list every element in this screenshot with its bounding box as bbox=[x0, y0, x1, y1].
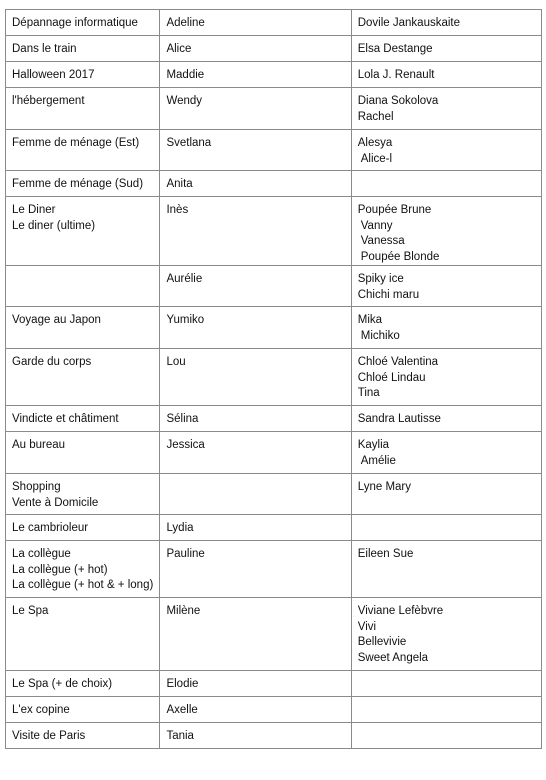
cell-text-line: Vindicte et châtiment bbox=[12, 413, 119, 425]
cell-text-line: Spiky ice bbox=[357, 273, 404, 285]
cell-text-line: Halloween 2017 bbox=[12, 69, 95, 81]
cell-text-line: Le Spa bbox=[12, 605, 49, 617]
cell-text-line: Le cambrioleur bbox=[12, 522, 89, 534]
cell-text-line: Bellevivie bbox=[357, 636, 407, 648]
character-cell bbox=[160, 266, 351, 307]
table-row bbox=[6, 307, 542, 349]
cell-text-line: Femme de ménage (Est) bbox=[12, 137, 140, 149]
cell-text-line: Wendy bbox=[166, 95, 203, 107]
character-cell bbox=[160, 88, 351, 130]
cell-text-line: Rachel bbox=[357, 110, 394, 123]
character-cell bbox=[160, 406, 351, 432]
performer-cell bbox=[351, 432, 541, 474]
character-cell bbox=[160, 130, 351, 171]
table-row bbox=[6, 598, 542, 671]
scenario-cell bbox=[6, 266, 160, 307]
cell-text-line: Vanessa bbox=[360, 235, 405, 247]
cell-text-line: Lyne Mary bbox=[357, 481, 411, 493]
cell-text-line: Yumiko bbox=[166, 314, 205, 326]
performer-cell bbox=[351, 266, 541, 307]
performer-cell bbox=[351, 406, 541, 432]
table-row bbox=[6, 88, 542, 130]
cell-text-line: Poupée Brune bbox=[357, 204, 432, 216]
table-row bbox=[6, 197, 542, 266]
character-cell bbox=[160, 349, 351, 406]
cell-text-line: Femme de ménage (Sud) bbox=[12, 178, 144, 190]
character-cell bbox=[160, 171, 351, 197]
character-cell bbox=[160, 307, 351, 349]
table-row bbox=[6, 541, 542, 598]
scenario-cell bbox=[6, 62, 160, 88]
cell-text-line: Alesya bbox=[357, 137, 393, 149]
cell-text-line: Jessica bbox=[166, 439, 205, 451]
cell-text-line: Diana Sokolova bbox=[357, 95, 439, 107]
cell-text-line: Anita bbox=[166, 178, 193, 190]
scenario-cell bbox=[6, 515, 160, 541]
scenario-cell bbox=[6, 171, 160, 197]
character-cell bbox=[160, 515, 351, 541]
cell-text-line: Visite de Paris bbox=[12, 730, 86, 742]
cell-text-line: Axelle bbox=[166, 704, 198, 716]
table-row bbox=[6, 266, 542, 307]
scenario-cell bbox=[6, 130, 160, 171]
table-row bbox=[6, 130, 542, 171]
character-cell bbox=[160, 541, 351, 598]
cell-text-line: Elsa Destange bbox=[357, 43, 433, 55]
performer-cell bbox=[351, 598, 541, 671]
table-row bbox=[6, 723, 542, 749]
cell-text-line: Maddie bbox=[166, 69, 205, 81]
cell-text-line: Viviane Lefèbvre bbox=[357, 605, 444, 617]
performer-cell bbox=[351, 88, 541, 130]
scenario-cell bbox=[6, 349, 160, 406]
table-row bbox=[6, 474, 542, 515]
character-cell bbox=[160, 432, 351, 474]
cell-text-line: Amélie bbox=[360, 454, 396, 467]
table-row bbox=[6, 697, 542, 723]
performer-cell bbox=[351, 130, 541, 171]
cell-text-line: Eileen Sue bbox=[357, 548, 414, 560]
performer-cell bbox=[351, 697, 541, 723]
performer-cell bbox=[351, 541, 541, 598]
cell-text-line: Kaylia bbox=[357, 439, 390, 451]
performer-cell bbox=[351, 723, 541, 749]
table-row bbox=[6, 406, 542, 432]
table-row bbox=[6, 171, 542, 197]
character-cell bbox=[160, 10, 351, 36]
cell-text-line: Lola J. Renault bbox=[357, 69, 435, 81]
character-cell bbox=[160, 474, 351, 515]
cell-text-line: Svetlana bbox=[166, 137, 212, 149]
cell-text-line: Chichi maru bbox=[357, 288, 420, 301]
cell-text-line: Inès bbox=[166, 204, 189, 216]
cell-text-line: Sandra Lautisse bbox=[357, 413, 441, 425]
performer-cell bbox=[351, 62, 541, 88]
cell-text-line: Le Diner bbox=[12, 204, 56, 216]
character-cell bbox=[160, 36, 351, 62]
cell-text-line: La collègue (+ hot) bbox=[12, 563, 108, 576]
performer-cell bbox=[351, 171, 541, 197]
scenario-cell bbox=[6, 598, 160, 671]
cell-text-line: Lou bbox=[166, 356, 186, 368]
cell-text-line: La collègue (+ hot & + long) bbox=[12, 579, 154, 591]
cell-text-line: Adeline bbox=[166, 17, 205, 29]
character-cell bbox=[160, 671, 351, 697]
scenario-table bbox=[5, 9, 542, 749]
cell-text-line: Garde du corps bbox=[12, 356, 92, 368]
table-row bbox=[6, 36, 542, 62]
cell-text-line: Vente à Domicile bbox=[12, 496, 99, 509]
cell-text-line: Michiko bbox=[360, 329, 400, 342]
table-row bbox=[6, 515, 542, 541]
cell-text-line: Mika bbox=[357, 314, 383, 326]
cell-text-line: Pauline bbox=[166, 548, 205, 560]
cell-text-line: Le Spa (+ de choix) bbox=[12, 678, 113, 690]
table-row bbox=[6, 10, 542, 36]
table-row bbox=[6, 349, 542, 406]
cell-text-line: L'ex copine bbox=[12, 704, 70, 716]
cell-text-line: Alice bbox=[166, 43, 192, 55]
cell-text-line: Sweet Angela bbox=[357, 651, 429, 664]
scenario-cell bbox=[6, 541, 160, 598]
cell-text-line: Chloé Lindau bbox=[357, 371, 426, 384]
table-row bbox=[6, 432, 542, 474]
cell-text-line: Aurélie bbox=[166, 273, 203, 285]
performer-cell bbox=[351, 349, 541, 406]
scenario-cell bbox=[6, 406, 160, 432]
cell-text-line: Chloé Valentina bbox=[357, 356, 439, 368]
character-cell bbox=[160, 723, 351, 749]
cell-text-line: Poupée Blonde bbox=[360, 250, 440, 263]
cell-text-line: Elodie bbox=[166, 678, 199, 690]
cell-text-line: Le diner (ultime) bbox=[12, 219, 96, 232]
performer-cell bbox=[351, 671, 541, 697]
scenario-cell bbox=[6, 88, 160, 130]
cell-text-line: Sélina bbox=[166, 413, 199, 425]
performer-cell bbox=[351, 10, 541, 36]
cell-text-line: Lydia bbox=[166, 522, 194, 534]
cell-text-line: l'hébergement bbox=[12, 95, 85, 107]
cell-text-line: Dans le train bbox=[12, 43, 77, 55]
cell-text-line: Tania bbox=[166, 730, 194, 742]
cell-text-line: Milène bbox=[166, 605, 201, 617]
table-body bbox=[6, 10, 542, 749]
scenario-cell bbox=[6, 723, 160, 749]
performer-cell bbox=[351, 515, 541, 541]
scenario-cell bbox=[6, 432, 160, 474]
cell-text-line: La collègue bbox=[12, 548, 71, 560]
scenario-cell bbox=[6, 36, 160, 62]
scenario-cell bbox=[6, 671, 160, 697]
table-row bbox=[6, 62, 542, 88]
scenario-cell bbox=[6, 697, 160, 723]
character-cell bbox=[160, 62, 351, 88]
cell-text-line: Dépannage informatique bbox=[12, 17, 138, 29]
scenario-cell bbox=[6, 197, 160, 266]
scenario-cell bbox=[6, 10, 160, 36]
cell-text-line: Au bureau bbox=[12, 439, 66, 451]
scenario-cell bbox=[6, 474, 160, 515]
table-row bbox=[6, 671, 542, 697]
performer-cell bbox=[351, 36, 541, 62]
cell-text-line: Vivi bbox=[357, 620, 377, 633]
character-cell bbox=[160, 697, 351, 723]
cell-text-line: Vanny bbox=[360, 219, 393, 232]
scenario-cell bbox=[6, 307, 160, 349]
performer-cell bbox=[351, 474, 541, 515]
cell-text-line: Shopping bbox=[12, 481, 61, 493]
cell-text-line: Dovile Jankauskaite bbox=[357, 17, 461, 29]
character-cell bbox=[160, 197, 351, 266]
performer-cell bbox=[351, 197, 541, 266]
cell-text-line: Voyage au Japon bbox=[12, 314, 101, 326]
performer-cell bbox=[351, 307, 541, 349]
character-cell bbox=[160, 598, 351, 671]
cell-text-line: Alice-l bbox=[360, 152, 393, 165]
cell-text-line: Tina bbox=[357, 387, 380, 399]
